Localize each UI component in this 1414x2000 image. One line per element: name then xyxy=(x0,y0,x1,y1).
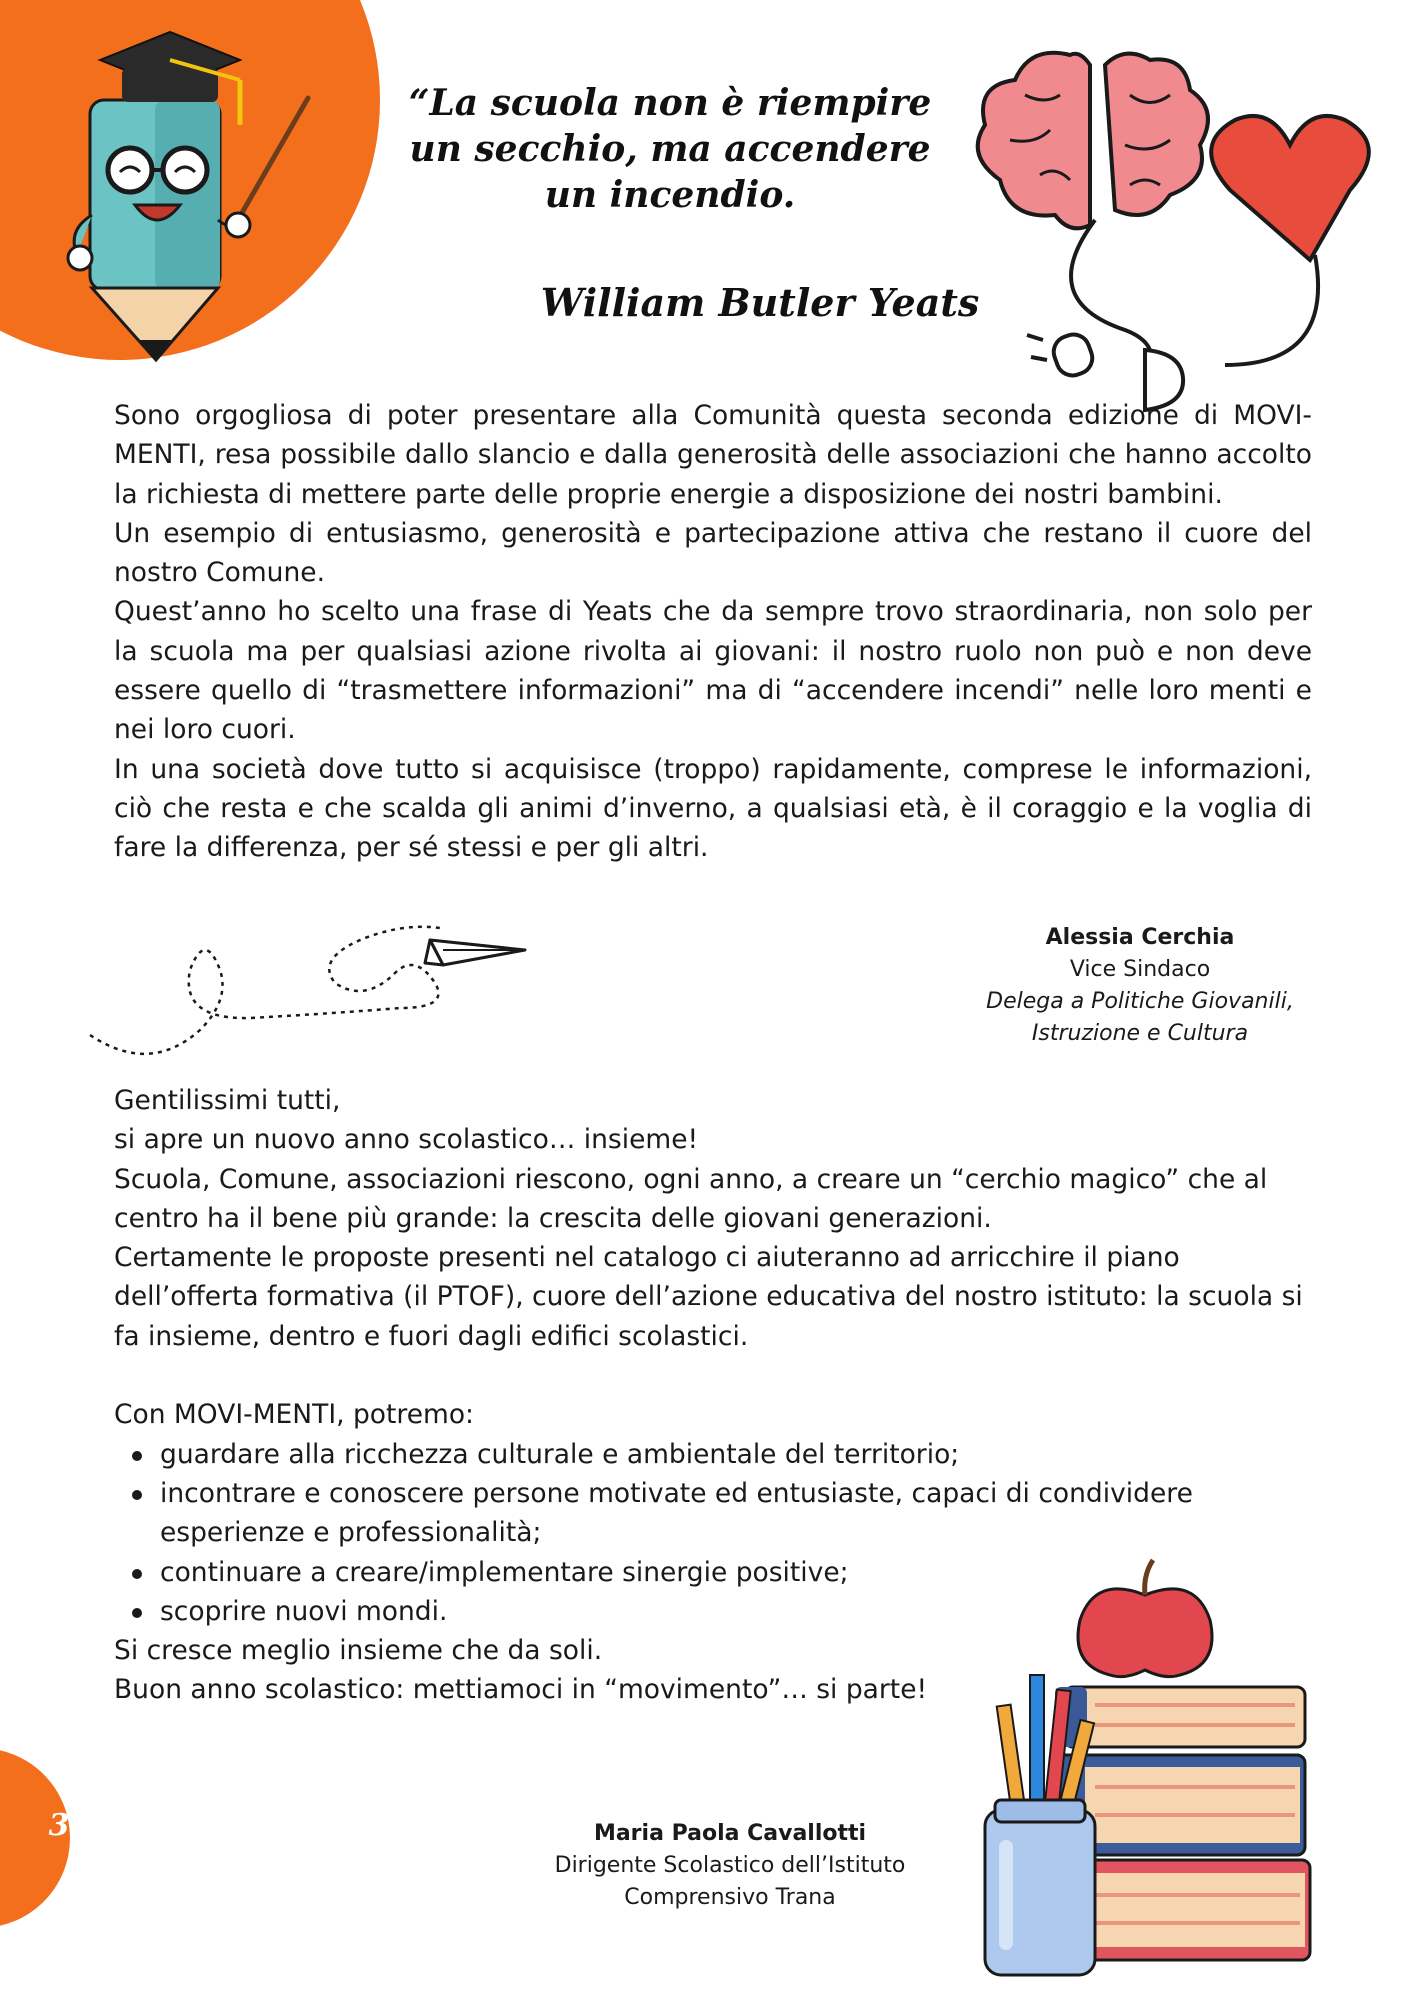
brain-heart-plug-icon xyxy=(955,35,1395,400)
paragraph: si apre un nuovo anno scolastico… insieme! xyxy=(114,1124,699,1156)
signature-name: Maria Paola Cavallotti xyxy=(593,1821,867,1846)
paragraph: Con MOVI-MENTI, potremo: xyxy=(114,1399,474,1431)
paragraph xyxy=(114,1356,1312,1395)
signature-role: Comprensivo Trana xyxy=(624,1885,836,1910)
paper-plane-icon xyxy=(85,905,535,1075)
page-number: 3 xyxy=(48,1808,70,1843)
list-item: continuare a creare/implementare sinergie positive; xyxy=(160,1553,1312,1592)
paragraph: Certamente le proposte presenti nel catalogo ci aiuteranno ad arricchire il piano dell’offerta formativa (il PTOF), cuore dell’azione educativa del nostro istituto: la scuola si fa insieme, dentro e fuori dagli edifici scolastici. xyxy=(114,1242,1303,1352)
message-vice-sindaco xyxy=(114,396,1312,868)
books-apple-icon xyxy=(985,1555,1325,1985)
paragraph: Buon anno scolastico: mettiamoci in “movimento”… si parte! xyxy=(114,1674,928,1706)
paragraph: In una società dove tutto si acquisisce (troppo) rapidamente, comprese le informazioni, ciò che resta e che scalda gli animi d’inverno, a qualsiasi età, è il coraggio e la voglia di fare la differenza, per sé stessi e per gli altri. xyxy=(114,753,1312,864)
list-item: incontrare e conoscere persone motivate ed entusiaste, capaci di condividere esperienze e professionalità; xyxy=(160,1474,1312,1553)
signature-role: Dirigente Scolastico dell’Istituto xyxy=(554,1853,906,1878)
paragraph: Un esempio di entusiasmo, generosità e partecipazione attiva che restano il cuore del nostro Comune. xyxy=(114,517,1312,589)
quote-author: William Butler Yeats xyxy=(540,280,980,325)
signature-delega: Istruzione e Cultura xyxy=(1031,1021,1249,1046)
signature-dirigente xyxy=(520,1818,940,1914)
signature-delega: Delega a Politiche Giovanili, xyxy=(986,989,1294,1014)
paragraph: Gentilissimi tutti, xyxy=(114,1085,341,1116)
signature-name: Alessia Cerchia xyxy=(1045,925,1235,950)
paragraph: Sono orgogliosa di poter presentare alla Comunità questa seconda edizione di MOVI-MENTI, resa possibile dallo slancio e dalla generosità delle associazioni che hanno accolto la richiesta di mettere parte delle proprie energie a disposizione dei nostri bambini. xyxy=(114,400,1312,510)
quote-text: “La scuola non è riempire un secchio, ma accendere un incendio. xyxy=(408,82,932,216)
paragraph: Quest’anno ho scelto una frase di Yeats che da sempre trovo straordinaria, non solo per la scuola ma per qualsiasi azione rivolta ai giovani: il nostro ruolo non può e non deve essere quello di “trasmettere informazioni” ma di “accendere incendi” nelle loro menti e nei loro cuori. xyxy=(114,596,1312,746)
list-item: guardare alla ricchezza culturale e ambientale del territorio; xyxy=(160,1435,1312,1474)
signature-role: Vice Sindaco xyxy=(1069,957,1211,982)
signature-vice-sindaco xyxy=(960,922,1320,1050)
paragraph: Scuola, Comune, associazioni riescono, ogni anno, a creare un “cerchio magico” che al centro ha il bene più grande: la crescita delle giovani generazioni. xyxy=(114,1163,1268,1234)
pencil-mascot-icon xyxy=(40,20,340,380)
list-item: scoprire nuovi mondi. xyxy=(160,1592,1312,1631)
paragraph: Si cresce meglio insieme che da soli. xyxy=(114,1635,603,1667)
